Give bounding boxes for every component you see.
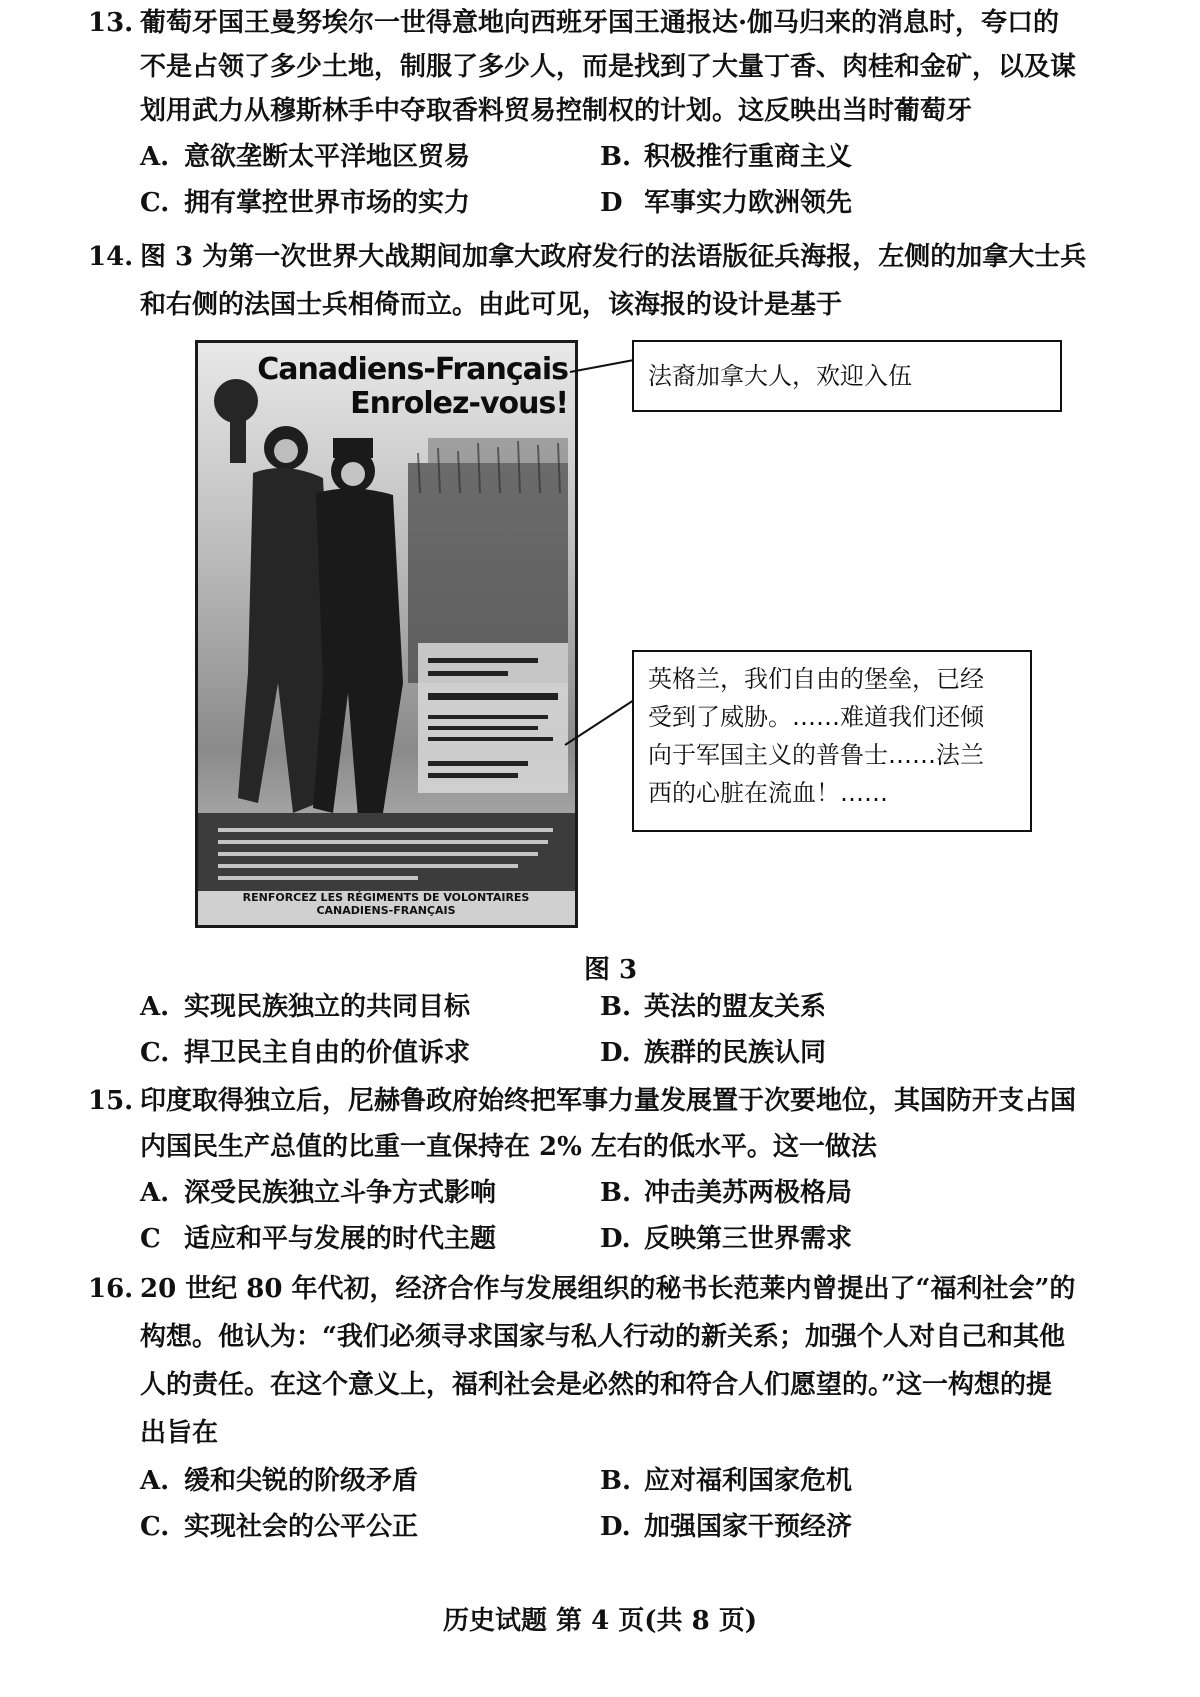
callout-top-pointer bbox=[570, 360, 634, 384]
option-text: 族群的民族认同 bbox=[644, 1038, 827, 1068]
option-text: 缓和尖锐的阶级矛盾 bbox=[184, 1466, 419, 1496]
option-text: 捍卫民主自由的价值诉求 bbox=[184, 1038, 471, 1068]
question-15-number: 15. bbox=[88, 1086, 134, 1116]
option-letter: B. bbox=[600, 142, 632, 172]
option-letter: A. bbox=[140, 142, 170, 172]
option-letter: C. bbox=[140, 188, 170, 218]
figure-caption: 图 3 bbox=[584, 955, 638, 985]
question-14-option-c[interactable] bbox=[140, 1036, 470, 1070]
question-14-option-d[interactable] bbox=[600, 1036, 826, 1070]
option-letter: B. bbox=[600, 1466, 632, 1496]
question-16-text-line-2: 构想。他认为：“我们必须寻求国家与私人行动的新关系；加强个人对自己和其他 bbox=[140, 1322, 1065, 1352]
option-letter: C. bbox=[140, 1038, 170, 1068]
option-letter: A. bbox=[140, 992, 170, 1022]
question-14-option-a[interactable] bbox=[140, 990, 470, 1024]
option-letter: D. bbox=[600, 1224, 631, 1254]
poster-illustration bbox=[198, 343, 575, 925]
option-letter: B. bbox=[600, 1178, 632, 1208]
question-13-option-b[interactable] bbox=[600, 140, 852, 174]
option-text: 加强国家干预经济 bbox=[644, 1512, 853, 1542]
question-13-number: 13. bbox=[88, 8, 134, 38]
callout-top: 法裔加拿大人，欢迎入伍 bbox=[632, 340, 1062, 412]
question-13-option-c[interactable] bbox=[140, 186, 470, 220]
question-13-option-a[interactable] bbox=[140, 140, 470, 174]
option-text: 反映第三世界需求 bbox=[644, 1224, 853, 1254]
question-16-text-line-3: 人的责任。在这个意义上，福利社会是必然的和符合人们愿望的。”这一构想的提 bbox=[140, 1370, 1052, 1400]
page-footer: 历史试题 第 4 页(共 8 页) bbox=[442, 1606, 758, 1636]
callout-bottom-line-2: 受到了威胁。……难道我们还倾 bbox=[648, 703, 984, 731]
question-15-option-b[interactable] bbox=[600, 1176, 852, 1210]
poster-title-line-1: Canadiens-Français bbox=[257, 352, 568, 387]
question-15-text-line-1: 印度取得独立后，尼赫鲁政府始终把军事力量发展置于次要地位，其国防开支占国 bbox=[140, 1086, 1077, 1116]
question-14-option-b[interactable] bbox=[600, 990, 826, 1024]
option-letter: A. bbox=[140, 1178, 170, 1208]
option-letter: A. bbox=[140, 1466, 170, 1496]
option-text: 深受民族独立斗争方式影响 bbox=[184, 1178, 497, 1208]
option-letter: D. bbox=[600, 1038, 631, 1068]
question-13-text-line-1: 葡萄牙国王曼努埃尔一世得意地向西班牙国王通报达·伽马归来的消息时，夸口的 bbox=[140, 8, 1060, 38]
poster-title-line-2: Enrolez-vous! bbox=[350, 386, 568, 421]
option-text: 实现民族独立的共同目标 bbox=[184, 992, 471, 1022]
poster-title bbox=[248, 353, 568, 421]
callout-bottom-line-4: 西的心脏在流血！…… bbox=[648, 779, 888, 807]
callout-bottom-pointer bbox=[565, 700, 634, 745]
question-13-text-line-3: 划用武力从穆斯林手中夺取香料贸易控制权的计划。这反映出当时葡萄牙 bbox=[140, 96, 973, 126]
question-16-option-a[interactable] bbox=[140, 1464, 418, 1498]
option-letter: D bbox=[600, 188, 623, 218]
option-text: 英法的盟友关系 bbox=[644, 992, 827, 1022]
question-16-text-line-4: 出旨在 bbox=[140, 1418, 219, 1448]
question-14-number: 14. bbox=[88, 242, 134, 272]
question-16-option-b[interactable] bbox=[600, 1464, 852, 1498]
option-text: 应对福利国家危机 bbox=[644, 1466, 853, 1496]
option-letter: D. bbox=[600, 1512, 631, 1542]
question-13-text-line-2: 不是占领了多少土地，制服了多少人，而是找到了大量丁香、肉桂和金矿，以及谋 bbox=[140, 52, 1077, 82]
option-text: 积极推行重商主义 bbox=[644, 142, 853, 172]
question-16-option-c[interactable] bbox=[140, 1510, 418, 1544]
question-16-text-line-1: 20 世纪 80 年代初，经济合作与发展组织的秘书长范莱内曾提出了“福利社会”的 bbox=[140, 1274, 1076, 1304]
option-text: 实现社会的公平公正 bbox=[184, 1512, 419, 1542]
question-15-option-d[interactable] bbox=[600, 1222, 852, 1256]
question-16-option-d[interactable] bbox=[600, 1510, 852, 1544]
option-letter: C. bbox=[140, 1512, 170, 1542]
option-text: 适应和平与发展的时代主题 bbox=[184, 1224, 497, 1254]
option-text: 拥有掌控世界市场的实力 bbox=[184, 188, 471, 218]
question-16-number: 16. bbox=[88, 1274, 134, 1304]
option-text: 冲击美苏两极格局 bbox=[644, 1178, 853, 1208]
poster-footer-text: RENFORCEZ LES RÉGIMENTS DE VOLONTAIRES CANADIENS-FRANÇAIS bbox=[242, 891, 530, 917]
question-15-option-c[interactable] bbox=[140, 1222, 496, 1256]
callout-bottom-line-3: 向于军国主义的普鲁士……法兰 bbox=[648, 741, 984, 769]
option-letter: C bbox=[140, 1224, 161, 1254]
question-15-option-a[interactable] bbox=[140, 1176, 496, 1210]
callout-bottom bbox=[632, 650, 1032, 832]
option-text: 意欲垄断太平洋地区贸易 bbox=[184, 142, 471, 172]
option-letter: B. bbox=[600, 992, 632, 1022]
question-14-text-line-1: 图 3 为第一次世界大战期间加拿大政府发行的法语版征兵海报，左侧的加拿大士兵 bbox=[140, 242, 1087, 272]
option-text: 军事实力欧洲领先 bbox=[644, 188, 853, 218]
question-14-text-line-2: 和右侧的法国士兵相倚而立。由此可见，该海报的设计是基于 bbox=[140, 290, 843, 320]
callout-bottom-line-1: 英格兰，我们自由的堡垒，已经 bbox=[648, 665, 984, 693]
question-13-option-d[interactable] bbox=[600, 186, 852, 220]
question-15-text-line-2: 内国民生产总值的比重一直保持在 2% 左右的低水平。这一做法 bbox=[140, 1132, 877, 1162]
recruitment-poster-image bbox=[195, 340, 578, 928]
